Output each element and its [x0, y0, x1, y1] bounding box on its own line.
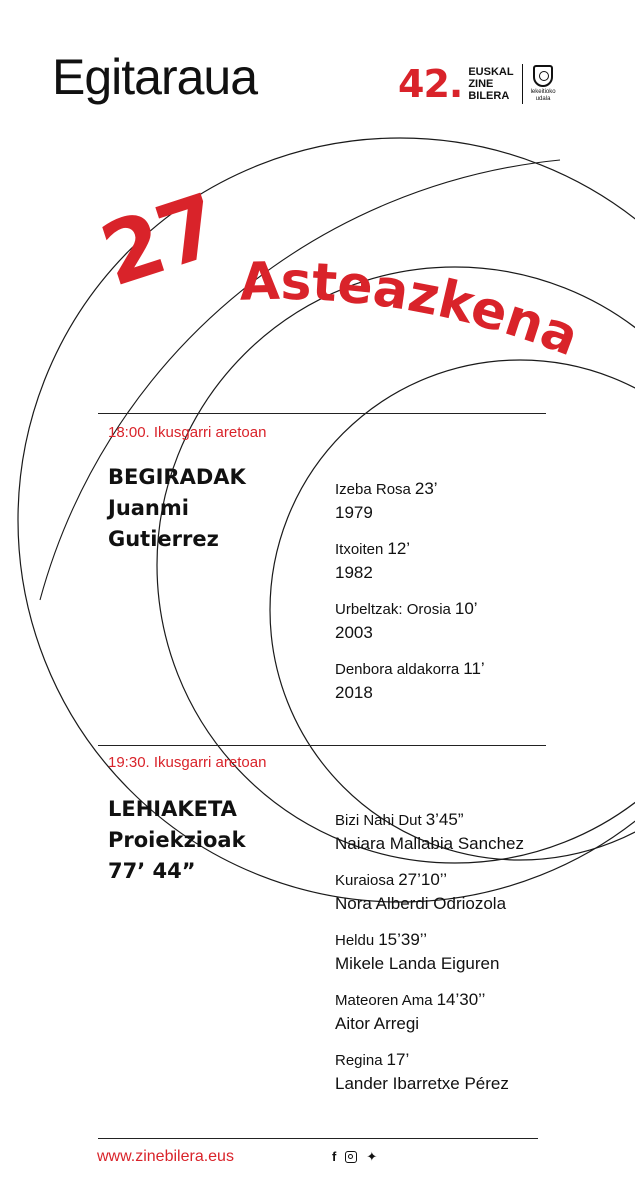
- film-duration: 3’45”: [425, 810, 464, 829]
- film-year: 1982: [335, 563, 373, 582]
- film-title: Bizi Nahi Dut: [335, 812, 422, 829]
- film-title: Izeba Rosa: [335, 481, 411, 498]
- session-title-line: Proiekzioak: [108, 828, 246, 852]
- logo-name-line: BILERA: [468, 90, 510, 102]
- film-duration: 27’10’’: [398, 870, 448, 889]
- film-title: Denbora aldakorra: [335, 661, 460, 678]
- session-divider: [98, 745, 546, 746]
- film-entry: [335, 808, 524, 855]
- session-time-place: 19:30. Ikusgarri aretoan: [108, 754, 267, 771]
- session-title-line: 77’ 44”: [108, 859, 196, 883]
- session-title-line: Gutierrez: [108, 527, 219, 551]
- session-title: [108, 462, 246, 555]
- film-duration: 14’30’’: [436, 990, 486, 1009]
- film-director: Mikele Landa Eiguren: [335, 954, 500, 973]
- session-title: [108, 794, 246, 887]
- film-list: [335, 808, 524, 1108]
- logo-name-line: ZINE: [468, 78, 494, 90]
- seal-line: lekeitioko: [530, 89, 556, 95]
- footer-divider: [98, 1138, 538, 1139]
- film-duration: 12’: [387, 539, 411, 558]
- seal-line: udala: [535, 96, 551, 102]
- film-director: Lander Ibarretxe Pérez: [335, 1074, 509, 1093]
- weekday-label: Asteazkena: [238, 251, 587, 369]
- film-title: Itxoiten: [335, 541, 384, 558]
- social-links: [332, 1150, 377, 1164]
- session-title-line: LEHIAKETA: [108, 797, 237, 821]
- film-entry: [335, 988, 524, 1035]
- logo-name-line: EUSKAL: [468, 66, 514, 78]
- film-duration: 15’39’’: [378, 930, 428, 949]
- session-title-line: Juanmi: [108, 496, 189, 520]
- svg-text:Asteazkena: [239, 252, 587, 368]
- film-title: Heldu: [335, 932, 375, 949]
- film-title: Mateoren Ama: [335, 992, 433, 1009]
- film-year: 1979: [335, 503, 373, 522]
- film-entry: [335, 1048, 524, 1095]
- website-link[interactable]: www.zinebilera.eus: [97, 1148, 234, 1165]
- film-title: Urbeltzak: Orosia: [335, 601, 451, 618]
- page-title: Egitaraua: [52, 49, 258, 105]
- film-list: [335, 477, 485, 717]
- film-duration: 10’: [454, 599, 478, 618]
- session-time-place: 18:00. Ikusgarri aretoan: [108, 424, 267, 441]
- film-entry: [335, 868, 524, 915]
- film-title: Regina: [335, 1052, 383, 1069]
- film-director: Nora Alberdi Odriozola: [335, 894, 507, 913]
- day-number: 27: [89, 175, 231, 307]
- film-duration: 17’: [386, 1050, 410, 1069]
- film-director: Aitor Arregi: [335, 1014, 420, 1033]
- twitter-icon[interactable]: ✦: [366, 1149, 378, 1164]
- film-entry: [335, 477, 485, 524]
- session-divider: [98, 413, 546, 414]
- film-year: 2003: [335, 623, 373, 642]
- instagram-icon[interactable]: [345, 1151, 357, 1163]
- film-director: Naiara Mallabia Sanchez: [335, 834, 524, 853]
- session-title-line: BEGIRADAK: [108, 465, 246, 489]
- facebook-icon[interactable]: f: [332, 1149, 337, 1164]
- film-title: Kuraiosa: [335, 872, 395, 889]
- film-duration: 11’: [463, 659, 485, 678]
- film-entry: [335, 657, 485, 704]
- film-entry: [335, 928, 524, 975]
- film-entry: [335, 537, 485, 584]
- film-duration: 23’: [414, 479, 438, 498]
- film-year: 2018: [335, 683, 373, 702]
- logo-edition-number: 42.: [398, 62, 463, 106]
- film-entry: [335, 597, 485, 644]
